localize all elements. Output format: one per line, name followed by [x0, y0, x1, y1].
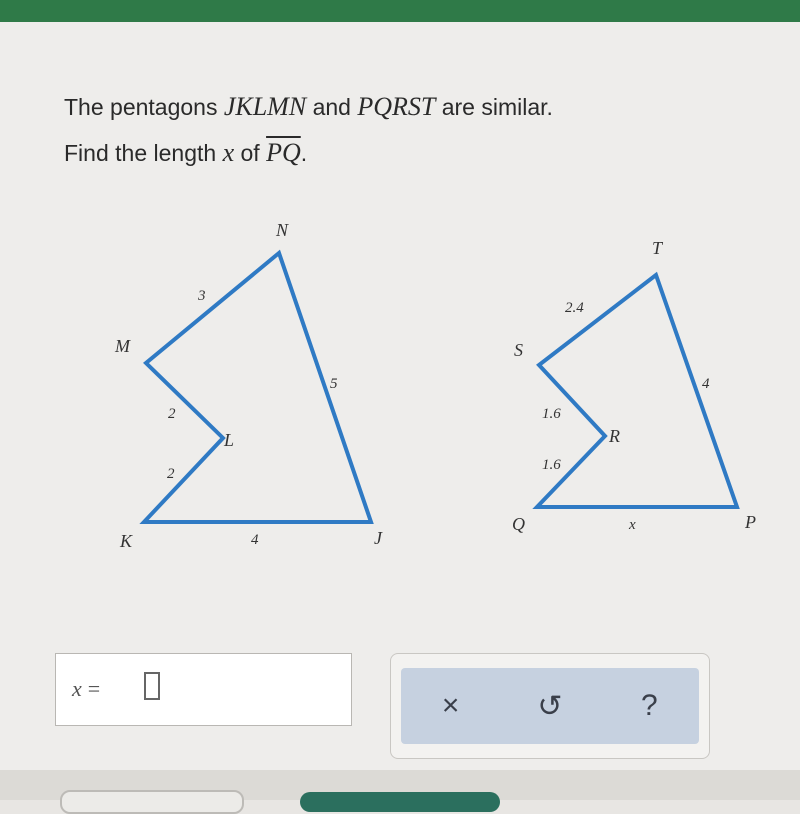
- answer-input[interactable]: [144, 672, 160, 700]
- close-icon: ×: [441, 689, 460, 722]
- vertex-k-label: K: [120, 531, 133, 551]
- bottom-primary-button[interactable]: [300, 792, 500, 812]
- help-button[interactable]: [619, 676, 679, 736]
- polygon-name-1: JKLMN: [223, 92, 307, 121]
- answer-tools-bar: [401, 668, 699, 744]
- q-text-5: of: [234, 140, 267, 166]
- vertex-j-label: J: [374, 528, 382, 548]
- q-text-6: .: [300, 140, 308, 166]
- undo-icon: ↺: [537, 689, 563, 723]
- answer-tools-card: [390, 653, 710, 759]
- side-lk-label: 2: [167, 466, 175, 482]
- side-qp-label: x: [629, 517, 636, 533]
- answer-box: [55, 653, 352, 726]
- answer-var: x: [72, 676, 82, 701]
- clear-button[interactable]: [421, 676, 481, 736]
- side-st-label: 2.4: [565, 300, 584, 316]
- side-ml-label: 2: [168, 406, 176, 422]
- vertex-t-label: T: [652, 238, 663, 258]
- side-mn-label: 3: [198, 288, 206, 304]
- q-text-1: The pentagons: [64, 94, 224, 120]
- vertex-s-label: S: [514, 340, 523, 360]
- undo-button[interactable]: [520, 676, 580, 736]
- answer-equals: =: [87, 676, 101, 701]
- help-icon: ?: [640, 689, 658, 722]
- vertex-n-label: N: [276, 220, 289, 240]
- vertex-l-label: L: [224, 430, 235, 450]
- polygon-name-2: PQRST: [357, 92, 436, 121]
- bottom-secondary-button[interactable]: [60, 790, 244, 814]
- q-text-4: Find the length: [64, 140, 223, 166]
- side-sr-label: 1.6: [542, 406, 561, 422]
- vertex-p-label: P: [745, 512, 756, 532]
- side-rq-label: 1.6: [542, 457, 561, 473]
- vertex-m-label: M: [115, 336, 130, 356]
- q-text-3: are similar.: [435, 94, 553, 120]
- side-nj-label: 5: [330, 376, 338, 392]
- side-tp-label: 4: [702, 376, 710, 392]
- answer-label: [72, 676, 106, 702]
- q-text-2: and: [306, 94, 358, 120]
- segment-pq: $\overline{PQ}$: [266, 138, 301, 167]
- vertex-r-label: R: [609, 426, 620, 446]
- variable-x: x: [222, 138, 235, 167]
- side-kj-label: 4: [251, 532, 259, 548]
- vertex-q-label: Q: [512, 514, 525, 534]
